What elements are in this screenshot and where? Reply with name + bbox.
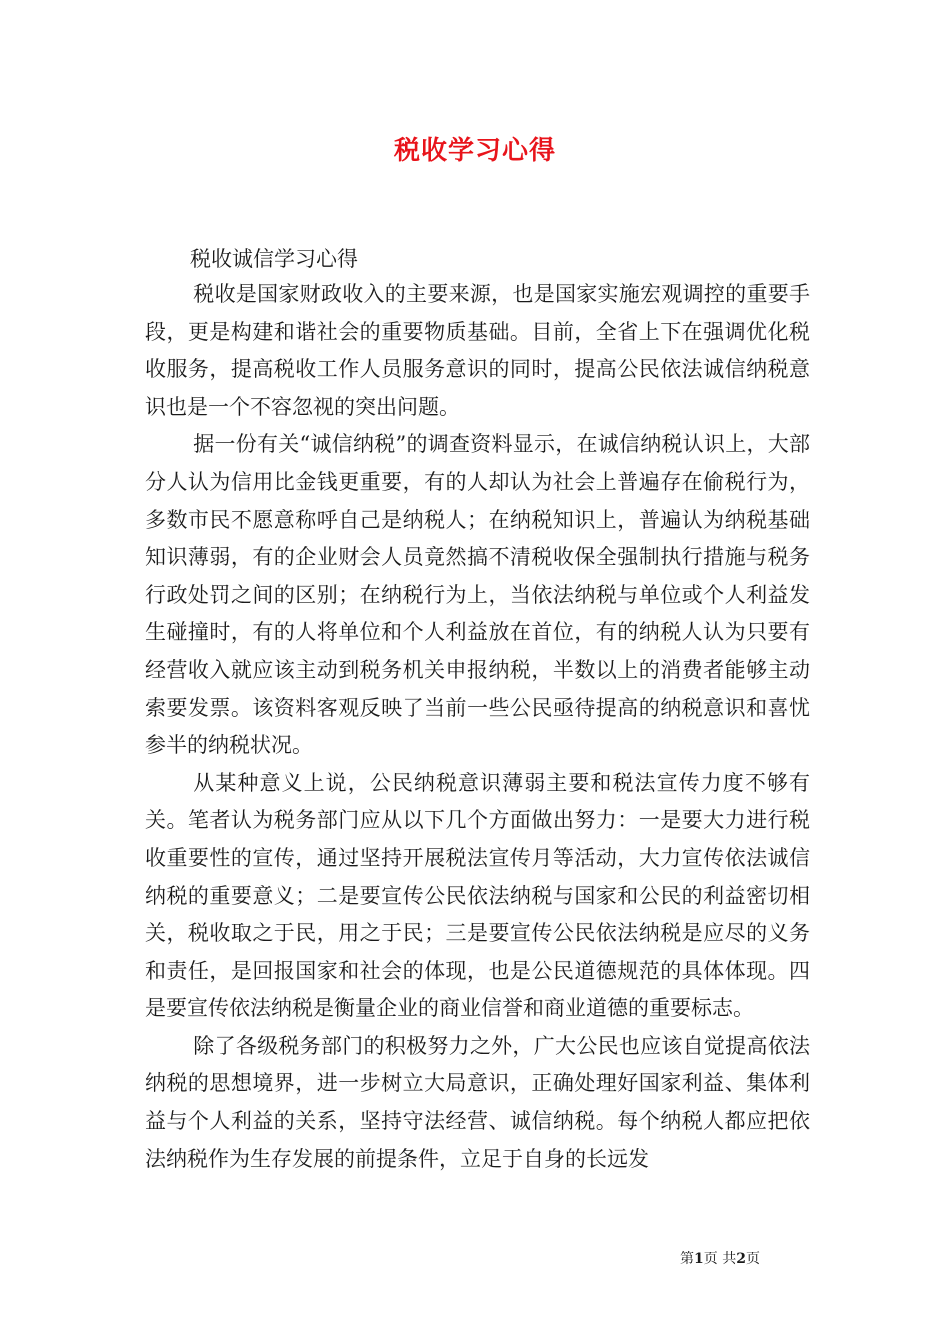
paragraph: 据一份有关“诚信纳税”的调查资料显示，在诚信纳税认识上，大部分人认为信用比金钱更重要，有的人却认为社会上普遍存在偷税行为，多数市民不愿意称呼自己是纳税人；在纳税知识上，普遍认为纳税基础知识薄弱，有的企业财会人员竟然搞不清税收保全强制执行措施与税务行政处罚之间的区别；在纳税行为上，当依法纳税与单位或个人利益发生碰撞时，有的人将单位和个人利益放在首位，有的纳税人认为只要有经营收入就应该主动到税务机关申报纳税，半数以上的消费者能够主动索要发票。该资料客观反映了当前一些公民亟待提高的纳税意识和喜忧参半的纳税状况。 [145, 432, 810, 758]
document-title: 税收学习心得 [393, 136, 556, 166]
footer-middle: 页 共 [703, 1251, 737, 1267]
paragraph: 税收是国家财政收入的主要来源，也是国家实施宏观调控的重要手段，更是构建和谐社会的重要物质基础。目前，全省上下在强调优化税收服务，提高税收工作人员服务意识的同时，提高公民依法诚信纳税意识也是一个不容忽视的突出问题。 [145, 282, 810, 419]
document-body [145, 276, 810, 1178]
paragraph: 除了各级税务部门的积极努力之外，广大公民也应该自觉提高依法纳税的思想境界，进一步树立大局意识，正确处理好国家利益、集体利益与个人利益的关系，坚持守法经营、诚信纳税。每个纳税人都应把依法纳税作为生存发展的前提条件，立足于自身的长远发 [145, 1033, 810, 1171]
footer-prefix: 第 [680, 1251, 694, 1267]
footer-suffix: 页 [745, 1251, 760, 1267]
current-page-number: 1 [694, 1251, 704, 1267]
page-footer [680, 1248, 820, 1268]
paragraph: 从某种意义上说，公民纳税意识薄弱主要和税法宣传力度不够有关。笔者认为税务部门应从以下几个方面做出努力：一是要大力进行税收重要性的宣传，通过坚持开展税法宣传月等活动，大力宣传依法诚信纳税的重要意义；二是要宣传公民依法纳税与国家和公民的利益密切相关，税收取之于民，用之于民；三是要宣传公民依法纳税是应尽的义务和责任，是回报国家和社会的体现，也是公民道德规范的具体体现。四是要宣传依法纳税是衡量企业的商业信誉和商业道德的重要标志。 [145, 770, 810, 1021]
total-page-number: 2 [736, 1251, 746, 1267]
document-subtitle: 税收诚信学习心得 [190, 247, 358, 271]
